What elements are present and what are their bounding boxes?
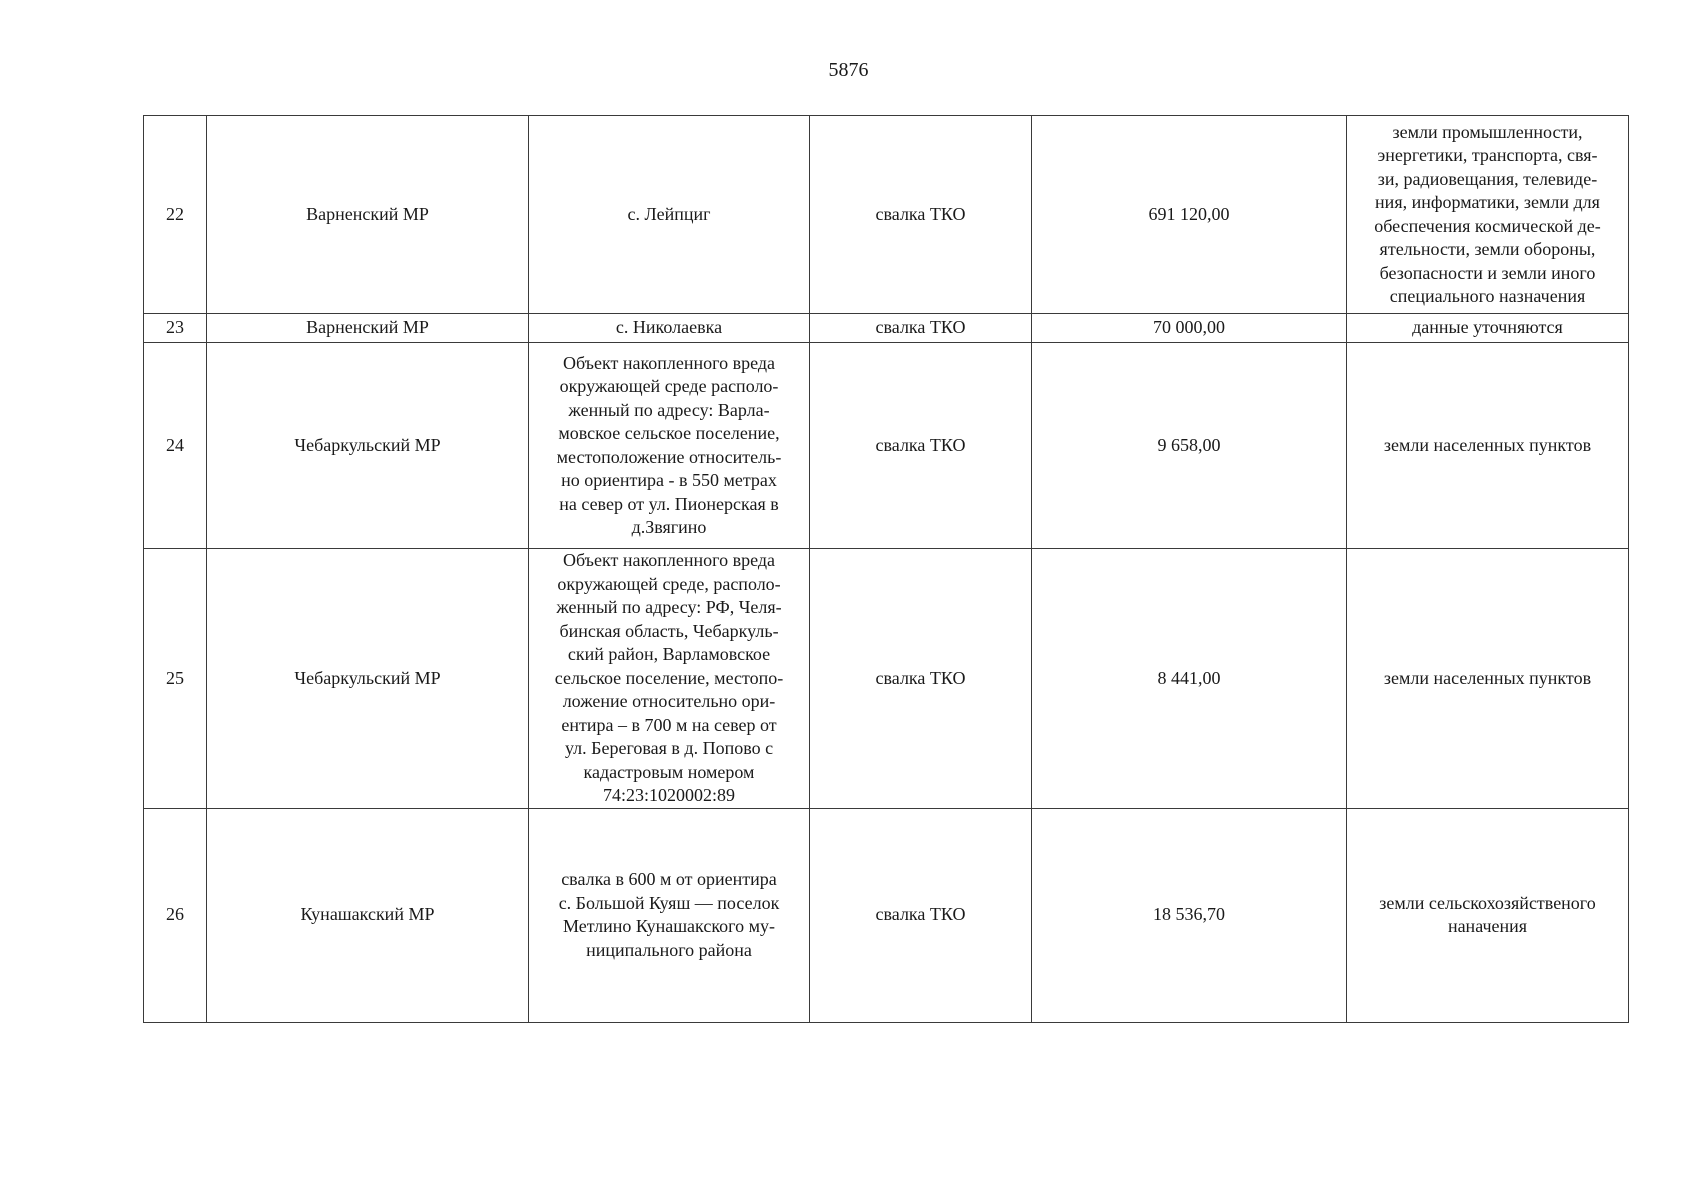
row-number-cell: 23 bbox=[144, 314, 207, 343]
area-cell: 691 120,00 bbox=[1032, 116, 1347, 314]
table-row bbox=[144, 343, 1629, 549]
object-type-cell: свалка ТКО bbox=[810, 549, 1032, 809]
location-cell: Объект накопленного вреда окружающей среде, располо- женный по адресу: РФ, Челя- бинская область, Чебаркуль- ский район, Варламовское сельское поселение, местопо- ложение относительно ори- ентира – в 700 м на север от ул. Береговая в д. Попово с кадастровым номером 74:23:1020002:89 bbox=[529, 549, 810, 809]
district-cell: Чебаркульский МР bbox=[207, 549, 529, 809]
district-cell: Варненский МР bbox=[207, 314, 529, 343]
district-cell: Кунашакский МР bbox=[207, 808, 529, 1022]
object-type-cell: свалка ТКО bbox=[810, 343, 1032, 549]
area-cell: 9 658,00 bbox=[1032, 343, 1347, 549]
table-row bbox=[144, 808, 1629, 1022]
area-cell: 8 441,00 bbox=[1032, 549, 1347, 809]
object-type-cell: свалка ТКО bbox=[810, 314, 1032, 343]
district-cell: Варненский МР bbox=[207, 116, 529, 314]
table-row bbox=[144, 116, 1629, 314]
row-number-cell: 26 bbox=[144, 808, 207, 1022]
table-row bbox=[144, 314, 1629, 343]
location-cell: свалка в 600 м от ориентира с. Большой Куяш — поселок Метлино Кунашакского му- ниципального района bbox=[529, 808, 810, 1022]
page-number: 5876 bbox=[828, 59, 869, 81]
object-type-cell: свалка ТКО bbox=[810, 808, 1032, 1022]
location-cell: Объект накопленного вреда окружающей среде располо- женный по адресу: Варла- мовское сельское поселение, местоположение относитель- но ориентира - в 550 метрах на север от ул. Пионерская в д.Звягино bbox=[529, 343, 810, 549]
area-cell: 18 536,70 bbox=[1032, 808, 1347, 1022]
landfill-registry-table bbox=[143, 115, 1629, 1023]
object-type-cell: свалка ТКО bbox=[810, 116, 1032, 314]
district-cell: Чебаркульский МР bbox=[207, 343, 529, 549]
row-number-cell: 22 bbox=[144, 116, 207, 314]
land-category-cell: земли населенных пунктов bbox=[1347, 549, 1629, 809]
land-category-cell: земли сельскохозяйственого наначения bbox=[1347, 808, 1629, 1022]
row-number-cell: 24 bbox=[144, 343, 207, 549]
land-category-cell: земли населенных пунктов bbox=[1347, 343, 1629, 549]
location-cell: с. Николаевка bbox=[529, 314, 810, 343]
land-category-cell: земли промышленности, энергетики, транспорта, свя- зи, радиовещания, телевиде- ния, информатики, земли для обеспечения космической де- ятельности, земли обороны, безопасности и земли иного специального назначения bbox=[1347, 116, 1629, 314]
row-number-cell: 25 bbox=[144, 549, 207, 809]
land-category-cell: данные уточняются bbox=[1347, 314, 1629, 343]
table-row bbox=[144, 549, 1629, 809]
location-cell: с. Лейпциг bbox=[529, 116, 810, 314]
area-cell: 70 000,00 bbox=[1032, 314, 1347, 343]
